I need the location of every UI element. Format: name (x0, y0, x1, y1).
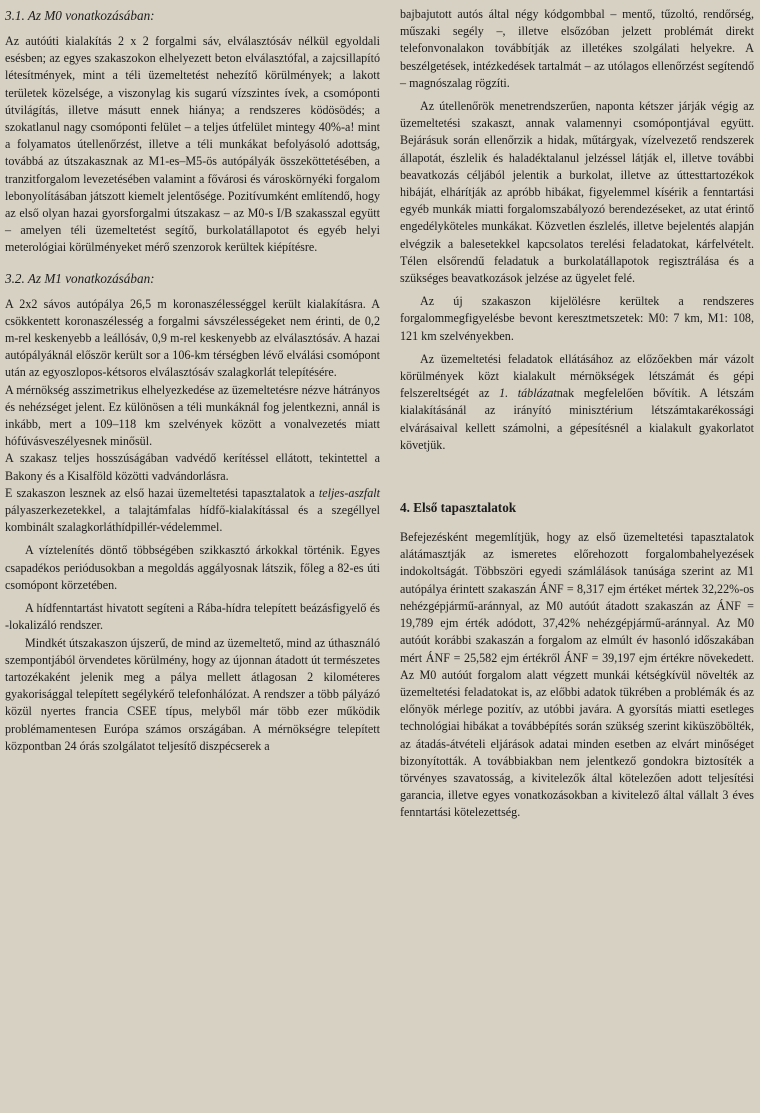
paragraph: A 2x2 sávos autópálya 26,5 m koronaszélességgel került kialakításra. A csökkentett koronaszélesség a forgalmi sávszélességeket nem érinti, de 0,2 m-rel keskenyebb a leállósáv, 0,9 m-rel keskenyebb az elválasztósáv. A hazai autópályáknál először került sor a 106-km térségben lévő elválási csomópont után az egyoszlopos-kétsoros elválasztósáv szalagkorlát telepítésére. (5, 296, 380, 380)
paragraph: Az autóúti kialakítás 2 x 2 forgalmi sáv, elválasztósáv nélkül egyoldali esésben; az egyes szakaszokon elhelyezett beton elválasztófal, a zajcsillapító létesítmények, mint a téli üzemeltetést nehezítő körülmények; a lakott területek közelsége, a viszonylag kis sugarú vízszintes ívek, a csomóponti útvilágítás, illetve másutt ennek hiánya; a rendszeres ködösödés; a szokatlanul nagy csomóponti felület – a teljes útfelület mintegy 40%-a! mint a folyamatos útellenőrzést, illetve a téli munkákat befolyásoló adottság, továbbá az útszakasznak az M1-es–M5-ös autópályák összeköttetésében, a tranzitforgalom levezetésében valamint a fővárosi és városkörnyéki forgalom lebonyolításában játszott kiemelt jelentősége. Pozitívumként említendő, hogy az első olyan hazai gyorsforgalmi útszakasz – az M0-s I/B szakasszal együtt – amelyen téli üzemeltetést segítő, burkolatállapotot és egyéb helyi meterológiai körülményeket mérő szenzorok kerültek kiépítésre. (5, 34, 380, 255)
section-heading-4: 4. Első tapasztalatok (400, 500, 517, 516)
emphasis: teljes-aszfalt (318, 485, 380, 500)
paragraph: A víztelenítés döntő többségében szikkasztó árkokkal történik. Egyes csapadékos periódusokban a megoldás aggályosnak látszik, főleg a 82-es úti csomópont körzetében. (5, 543, 380, 592)
right-column (400, 6, 754, 822)
section-heading-3-1: 3.1. Az M0 vonatkozásában: (5, 8, 155, 23)
left-column (5, 6, 380, 755)
paragraph: Az új szakaszon kijelölésre kerültek a rendszeres forgalommegfigyelésbe bevont keresztmetszetek: M0: 7 km, M1: 108, 121 km szelvényekben. (400, 294, 754, 343)
paragraph: A szakasz teljes hosszúságában vadvédő kerítéssel ellátott, tekintettel a Bakony és a Kisalföld közötti vadvándorlásra. (5, 451, 380, 483)
paragraph: bajbajutott autós által négy kódgombbal – mentő, tűzoltó, rendőrség, műszaki segély –, illetve elsőzóban jelzett problémát direkt telefonvonalakon továbbítják az illetékes szolgálati helyekre. A beszélgetések, intézkedések tartalmát – az utólagos ellenőrzést segítendő – magnószalag rögzíti. (400, 7, 754, 90)
paragraph: Az üzemeltetési feladatok ellátásához az előzőekben már vázolt körülmények közt kialakult mérnökségek létszámát és gépi felszereltségét az 1. táblázatnak megfelelően bővítik. A létszám kialakításánál az irányító minisztérium létszámtakarékossági elvárásaival kellett számolni, a gépesítésnél a kialakult gyakorlatot követjük. (400, 351, 754, 452)
paragraph: Befejezésként megemlítjük, hogy az első üzemeltetési tapasztalatok alátámasztják az ismeretes előrehozott forgalombahelyezések indokoltságát. Többszöri egyedi számlálások tanúsága szerint az M1 autópálya érintett szakaszán ÁNF = 8,317 ejm értéket mértek 32,22%-os nehézgépjármű-aránnyal, az M0 autóút átadott szakaszán az ÁNF = 19,789 ejm érték adódott, 37,42% nehézgépjármű-aránnyal. Az M0 autóút korábbi szakaszán a forgalom az elmúlt év hasonló időszakában mért ÁNF = 25,582 ejm értékről ÁNF = 39,197 ejm értékre növekedett. Az M0 autóút forgalom alatt végzett munkái kétségkívül növelték az üzemeltetési feladatokat is, az előbbi adatok tükrében a problémák és az előnyök mérlege pozitív, az utóbbi javára. A gyorsítás miatti esetleges technológiai hibákat a továbbépítés során szükség szerint kiküszöbölték, az átadás-átvételi eljárások adatai minden esetben az elvárt minőséget bizonyították. A továbbiakban nem jelentkező gondokra biztosíték a törvényes szavatosság, a kivitelezők által kötelezően adott teljesítési garancia, illetve egyes vonatkozásokban a kivitelező által vállalt 3 éves fenntartási kötelezettség. (400, 530, 754, 820)
paragraph: A hídfenntartást hivatott segíteni a Rába-hídra telepített beázásfigyelő és -lokalizáló rendszer. (5, 601, 380, 633)
paragraph: E szakaszon lesznek az első hazai üzemeltetési tapasztalatok a teljes-aszfalt pályaszerkezetekkel, a talajtámfalas hídfő-kialakítással és a szegéllyel kombinált szalagkorláthídpillér-védelemmel. (5, 485, 380, 535)
paragraph: Az útellenőrök menetrendszerűen, naponta kétszer járják végig az üzemeltetési szakaszt, annak valamennyi csomópontjával együtt. Bejárásuk során ellenőrzik a hidak, műtárgyak, vízelvezető rendszerek állapotát, észlelik és haladéktalanul jelzéssel látják el, illetve további beavatkozás céljából jelentik a burkolat, illetve az úttesttartozékok hibáját, elhárítják az apróbb hibákat, figyelemmel kísérik a fenntartási egyéb munkák miatti forgalomszabályozó berendezéseket, az utat érintő engedélyköteles munkákat. Közvetlen észlelés, illetve bejelentés alapján elvégzik a balesetekkel kapcsolatos terelési feladatokat, kárfelvételt. Télen elsőrendű feladatuk a burkolatállapotok regisztrálása és a szükséges beavatkozások jelzése az ügyelet felé. (400, 99, 754, 286)
table-reference: 1. táblázat (499, 386, 557, 401)
section-heading-3-2: 3.2. Az M1 vonatkozásában: (5, 270, 155, 286)
paragraph: A mérnökség asszimetrikus elhelyezkedése az üzemeltetésre nézve hátrányos és nehézséget jelent. Ez különösen a téli munkáknál fog jelentkezni, annál is inkább, mert a 109–118 km szelvények között a vonalvezetés miatt hófúvásveszélyesnek minősül. (5, 382, 380, 449)
paragraph: Mindkét útszakaszon újszerű, de mind az üzemeltető, mind az úthasználó szempontjából örvendetes körülmény, hogy az újonnan átadott út természetes tartozékaként jelenik meg a pálya mellett átlagosan 2 kilométeres gyakorisággal telepített segélykérő telefonhálózat. A rendszer a több pályázó közül nyertes francia CSEE típus, melyből már több ezer működik problémamentesen Európa számos országában. A mérnökségre telepített központban 24 órás szolgálatot teljesítő diszpécserek a (5, 635, 380, 753)
